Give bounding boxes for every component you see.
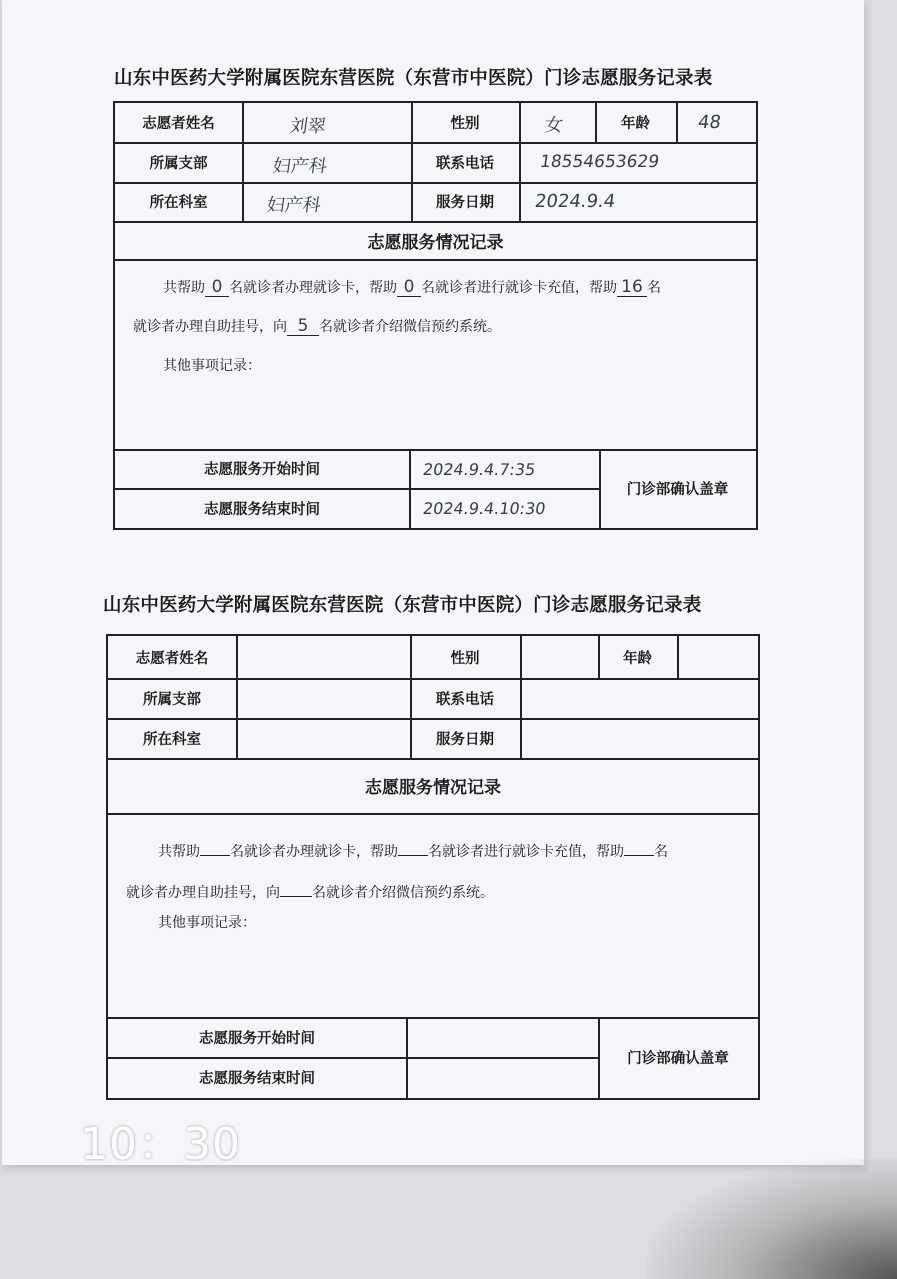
count-wechat-blank bbox=[280, 879, 312, 897]
label-department: 所在科室 bbox=[143, 730, 201, 748]
count-card-blank bbox=[200, 838, 230, 856]
label-age: 年龄 bbox=[623, 649, 652, 667]
label-service-date: 服务日期 bbox=[436, 194, 494, 211]
value-phone: 18554653629 bbox=[538, 152, 661, 172]
label-start-time: 志愿服务开始时间 bbox=[199, 1029, 315, 1047]
section-heading: 志愿服务情况记录 bbox=[367, 232, 504, 253]
count-register-blank bbox=[624, 838, 654, 856]
label-gender: 性别 bbox=[450, 649, 480, 667]
label-age: 年龄 bbox=[621, 115, 650, 132]
count-wechat: 5 bbox=[287, 318, 319, 336]
value-department: 妇产科 bbox=[265, 195, 323, 216]
label-volunteer-name: 志愿者姓名 bbox=[142, 115, 215, 132]
photo-shadow bbox=[647, 1159, 897, 1279]
label-branch: 所属支部 bbox=[143, 690, 201, 708]
section-heading: 志愿服务情况记录 bbox=[365, 778, 501, 798]
paper-sheet bbox=[2, 0, 864, 1165]
value-branch: 妇产科 bbox=[271, 156, 329, 177]
label-stamp: 门诊部确认盖章 bbox=[626, 481, 729, 498]
record-line-2: 就诊者办理自助挂号，向 5 名就诊者介绍微信预约系统。 bbox=[133, 316, 501, 336]
label-end-time: 志愿服务结束时间 bbox=[204, 500, 320, 518]
timestamp-overlay: 10：30 bbox=[80, 1119, 241, 1170]
label-gender: 性别 bbox=[450, 115, 480, 132]
form-title: 山东中医药大学附属医院东营医院（东营市中医院）门诊志愿服务记录表 bbox=[103, 595, 702, 616]
count-register: 16 bbox=[617, 279, 647, 297]
label-phone: 联系电话 bbox=[436, 154, 494, 172]
record-line-1: 共帮助 名就诊者办理就诊卡，帮助 名就诊者进行就诊卡充值，帮助 名 bbox=[158, 838, 668, 859]
count-recharge-blank bbox=[398, 838, 428, 856]
label-end-time: 志愿服务结束时间 bbox=[199, 1070, 315, 1087]
value-end-time: 2024.9.4.10:30 bbox=[421, 499, 547, 518]
count-recharge: 0 bbox=[397, 279, 421, 297]
form-title: 山东中医药大学附属医院东营医院（东营市中医院）门诊志愿服务记录表 bbox=[114, 68, 713, 89]
label-branch: 所属支部 bbox=[149, 154, 208, 172]
value-age: 48 bbox=[696, 112, 723, 133]
label-start-time: 志愿服务开始时间 bbox=[204, 461, 320, 478]
form-table bbox=[113, 101, 758, 530]
value-service-date: 2024.9.4 bbox=[533, 191, 617, 212]
label-service-date: 服务日期 bbox=[436, 730, 494, 748]
label-department: 所在科室 bbox=[149, 194, 208, 211]
other-notes-label: 其他事项记录： bbox=[163, 358, 261, 374]
value-volunteer-name: 刘翠 bbox=[288, 116, 328, 137]
label-volunteer-name: 志愿者姓名 bbox=[135, 649, 209, 667]
other-notes-label: 其他事项记录： bbox=[158, 915, 256, 931]
form-table bbox=[106, 634, 760, 1100]
record-line-2: 就诊者办理自助挂号，向 名就诊者介绍微信预约系统。 bbox=[126, 879, 494, 900]
label-phone: 联系电话 bbox=[436, 690, 494, 708]
value-gender: 女 bbox=[543, 115, 565, 136]
record-line-1: 共帮助 0 名就诊者办理就诊卡，帮助 0 名就诊者进行就诊卡充值，帮助 16 名 bbox=[163, 277, 661, 297]
value-start-time: 2024.9.4.7:35 bbox=[421, 460, 537, 479]
label-stamp: 门诊部确认盖章 bbox=[627, 1050, 729, 1067]
count-card: 0 bbox=[205, 279, 229, 297]
